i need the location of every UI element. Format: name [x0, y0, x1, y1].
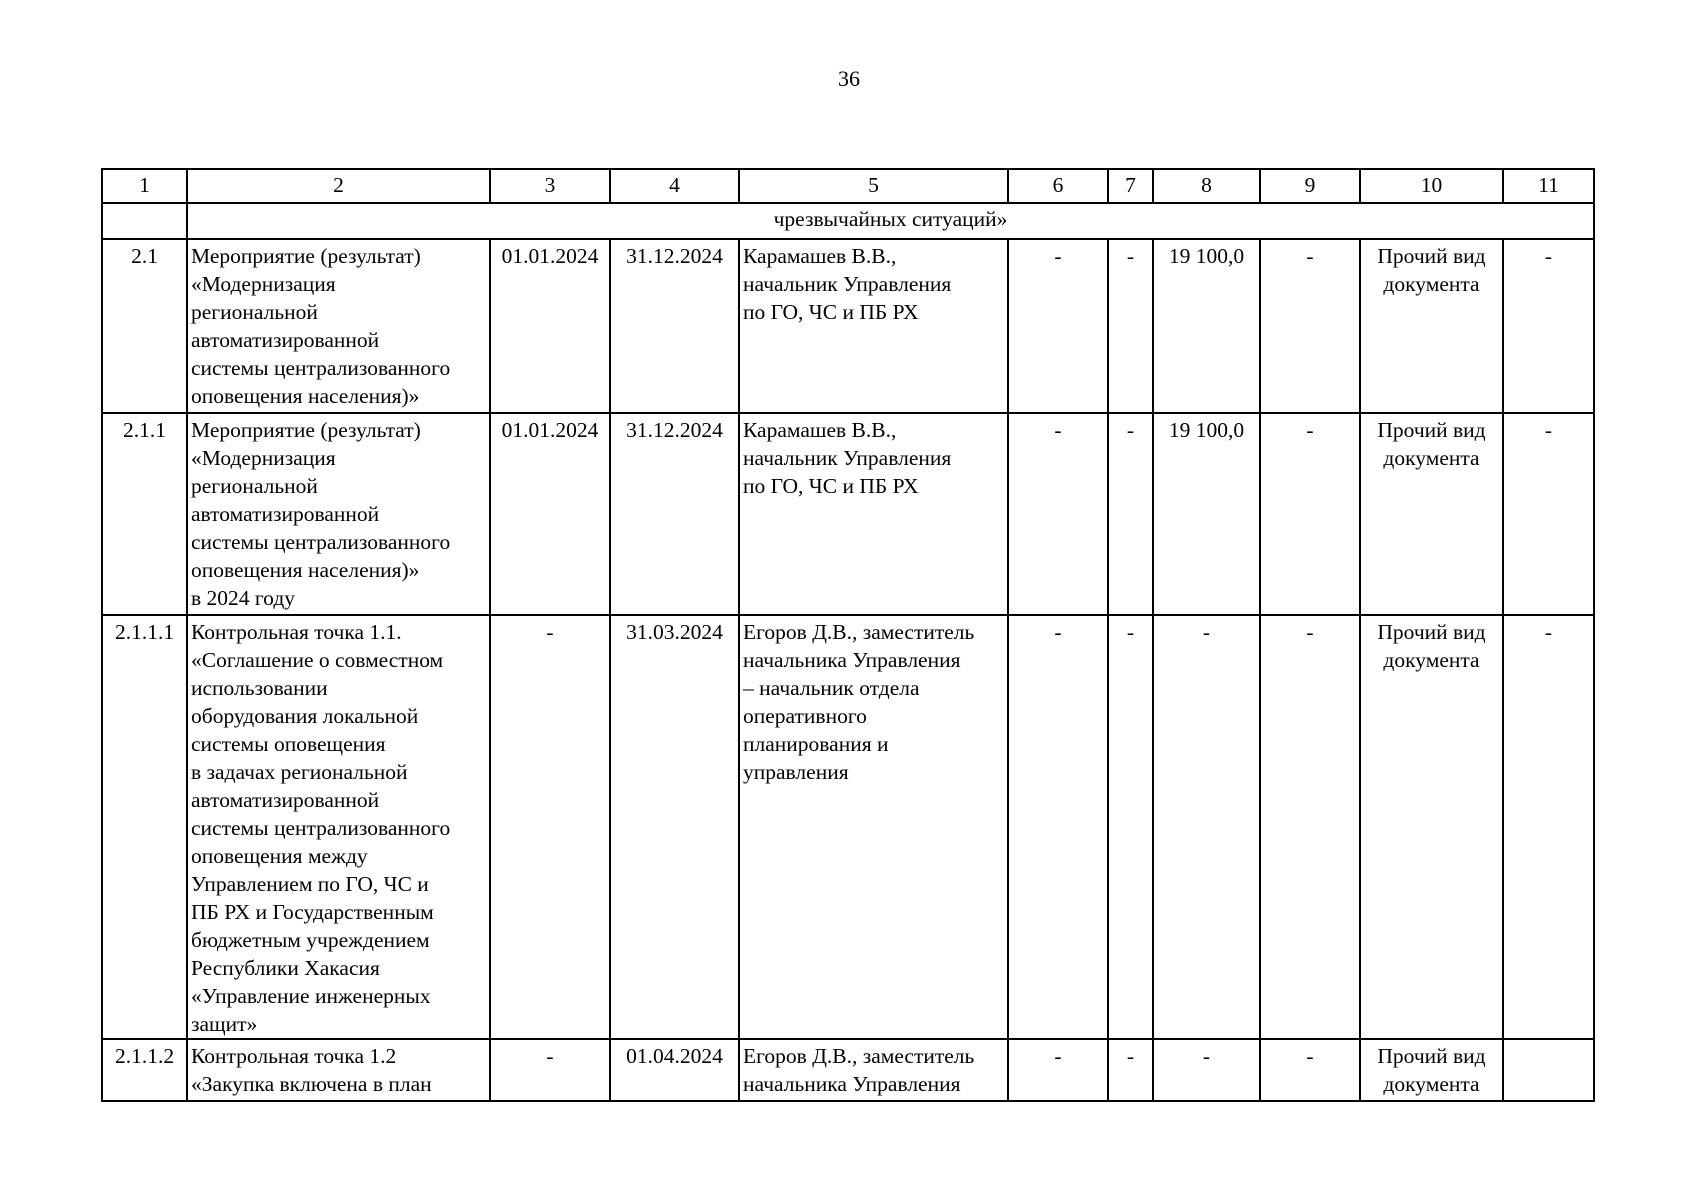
row-col8: 19 100,0 [1153, 413, 1260, 615]
row-col8: - [1153, 615, 1260, 1039]
row-start-date: - [490, 615, 610, 1039]
column-number-cell: 10 [1360, 169, 1503, 203]
row-name: Мероприятие (результат) «Модернизация региональной автоматизированной системы централизованного оповещения населения)» в 2024 году [187, 413, 490, 615]
row-number: 2.1 [102, 239, 187, 413]
table-row [102, 1039, 1594, 1101]
row-end-date: 31.12.2024 [610, 413, 739, 615]
row-end-date: 31.12.2024 [610, 239, 739, 413]
row-col10: Прочий вид документа [1360, 1039, 1503, 1101]
row-name: Мероприятие (результат) «Модернизация региональной автоматизированной системы централизованного оповещения населения)» [187, 239, 490, 413]
table-row [102, 239, 1594, 413]
row-col9: - [1260, 615, 1360, 1039]
row-col6: - [1008, 413, 1108, 615]
section-title: чрезвычайных ситуаций» [187, 203, 1594, 239]
row-responsible: Карамашев В.В., начальник Управления по ГО, ЧС и ПБ РХ [739, 413, 1008, 615]
row-col11: - [1503, 615, 1594, 1039]
row-col11: - [1503, 413, 1594, 615]
row-number: 2.1.1 [102, 413, 187, 615]
row-name: Контрольная точка 1.1. «Соглашение о совместном использовании оборудования локальной системы оповещения в задачах региональной автоматизированной системы централизованного оповещения между Управлением по ГО, ЧС и ПБ РХ и Государственным бюджетным учреждением Республики Хакасия «Управление инженерных защит» [187, 615, 490, 1039]
page-number: 36 [838, 66, 860, 91]
row-name: Контрольная точка 1.2 «Закупка включена в план [187, 1039, 490, 1101]
row-col8: 19 100,0 [1153, 239, 1260, 413]
column-number-cell: 3 [490, 169, 610, 203]
column-number-cell: 9 [1260, 169, 1360, 203]
row-col6: - [1008, 615, 1108, 1039]
plan-table [101, 168, 1595, 1102]
section-empty-cell [102, 203, 187, 239]
row-col6: - [1008, 1039, 1108, 1101]
column-number-cell: 8 [1153, 169, 1260, 203]
table-row [102, 413, 1594, 615]
row-end-date: 01.04.2024 [610, 1039, 739, 1101]
row-start-date: - [490, 1039, 610, 1101]
column-number-cell: 4 [610, 169, 739, 203]
table-row [102, 615, 1594, 1039]
section-title-row [102, 203, 1594, 239]
column-number-cell: 5 [739, 169, 1008, 203]
row-col7: - [1108, 239, 1153, 413]
row-col10: Прочий вид документа [1360, 239, 1503, 413]
row-start-date: 01.01.2024 [490, 413, 610, 615]
column-number-cell: 2 [187, 169, 490, 203]
row-col7: - [1108, 413, 1153, 615]
column-number-cell: 6 [1008, 169, 1108, 203]
row-col11: - [1503, 239, 1594, 413]
row-number: 2.1.1.1 [102, 615, 187, 1039]
row-col8: - [1153, 1039, 1260, 1101]
row-end-date: 31.03.2024 [610, 615, 739, 1039]
column-number-row [102, 169, 1594, 203]
row-col9: - [1260, 1039, 1360, 1101]
row-col7: - [1108, 615, 1153, 1039]
row-number: 2.1.1.2 [102, 1039, 187, 1101]
column-number-cell: 1 [102, 169, 187, 203]
column-number-cell: 7 [1108, 169, 1153, 203]
row-col9: - [1260, 413, 1360, 615]
row-responsible: Карамашев В.В., начальник Управления по ГО, ЧС и ПБ РХ [739, 239, 1008, 413]
row-responsible: Егоров Д.В., заместитель начальника Управления [739, 1039, 1008, 1101]
row-col7: - [1108, 1039, 1153, 1101]
row-col6: - [1008, 239, 1108, 413]
row-start-date: 01.01.2024 [490, 239, 610, 413]
row-responsible: Егоров Д.В., заместитель начальника Управления – начальник отдела оперативного планирования и управления [739, 615, 1008, 1039]
row-col11 [1503, 1039, 1594, 1101]
row-col10: Прочий вид документа [1360, 413, 1503, 615]
column-number-cell: 11 [1503, 169, 1594, 203]
row-col10: Прочий вид документа [1360, 615, 1503, 1039]
row-col9: - [1260, 239, 1360, 413]
